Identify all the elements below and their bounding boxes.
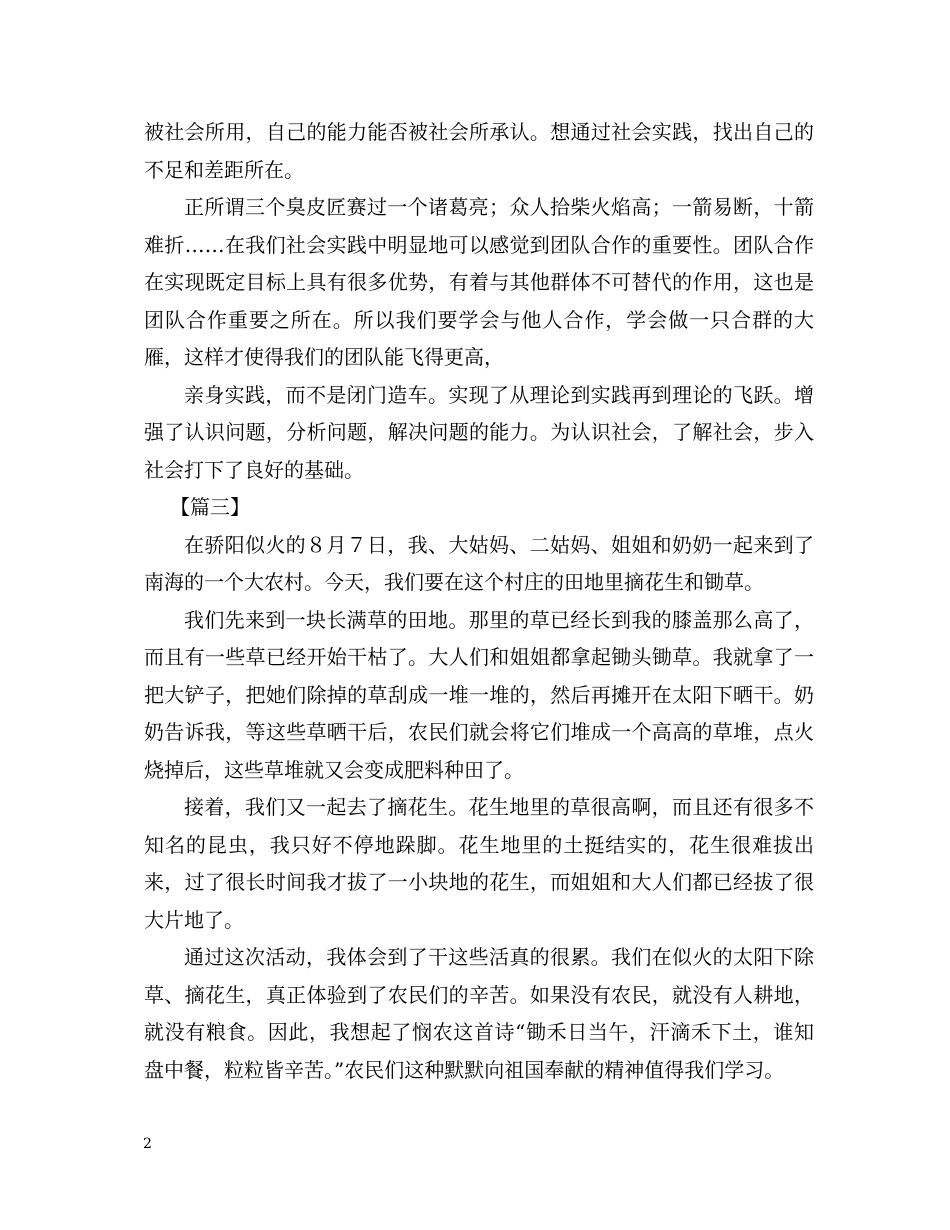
paragraph-continuation: 被社会所用，自己的能力能否被社会所承认。想通过社会实践，找出自己的不足和差距所在。 bbox=[144, 120, 814, 182]
paragraph-peanuts: 接着，我们又一起去了摘花生。花生地里的草很高啊，而且还有很多不知名的昆虫，我只好不停地跺脚。花生地里的土挺结实的，花生很难拔出来，过了很长时间我才拔了一小块地的花生，而姐姐和大人们都已经拔了很大片地了。 bbox=[144, 795, 814, 932]
page-number: 2 bbox=[143, 1136, 152, 1152]
section-heading: 【篇三】 bbox=[170, 495, 250, 519]
paragraph-practice: 亲身实践，而不是闭门造车。实现了从理论到实践再到理论的飞跃。增强了认识问题，分析问题，解决问题的能力。为认识社会，了解社会，步入社会打下了良好的基础。 bbox=[144, 382, 814, 482]
paragraph-intro: 在骄阳似火的８月７日，我、大姑妈、二姑妈、姐姐和奶奶一起来到了南海的一个大农村。今天，我们要在这个村庄的田地里摘花生和锄草。 bbox=[144, 532, 814, 594]
paragraph-teamwork: 正所谓三个臭皮匠赛过一个诸葛亮；众人拾柴火焰高；一箭易断，十箭难折……在我们社会实践中明显地可以感觉到团队合作的重要性。团队合作在实现既定目标上具有很多优势，有着与其他群体不可替代的作用，这也是团队合作重要之所在。所以我们要学会与他人合作，学会做一只合群的大雁，这样才使得我们的团队能飞得更高， bbox=[144, 195, 814, 369]
paragraph-weeding: 我们先来到一块长满草的田地。那里的草已经长到我的膝盖那么高了，而且有一些草已经开始干枯了。大人们和姐姐都拿起锄头锄草。我就拿了一把大铲子，把她们除掉的草刮成一堆一堆的，然后再摊开在太阳下晒干。奶奶告诉我，等这些草晒干后，农民们就会将它们堆成一个高高的草堆，点火烧掉后，这些草堆就又会变成肥料种田了。 bbox=[144, 607, 814, 782]
paragraph-reflection: 通过这次活动，我体会到了干这些活真的很累。我们在似火的太阳下除草、摘花生，真正体验到了农民们的辛苦。如果没有农民，就没有人耕地，就没有粮食。因此，我想起了悯农这首诗“锄禾日当午，汗滴禾下土，谁知盘中餐，粒粒皆辛苦。”农民们这种默默向祖国奉献的精神值得我们学习。 bbox=[144, 945, 814, 1082]
document-body bbox=[144, 114, 814, 1089]
